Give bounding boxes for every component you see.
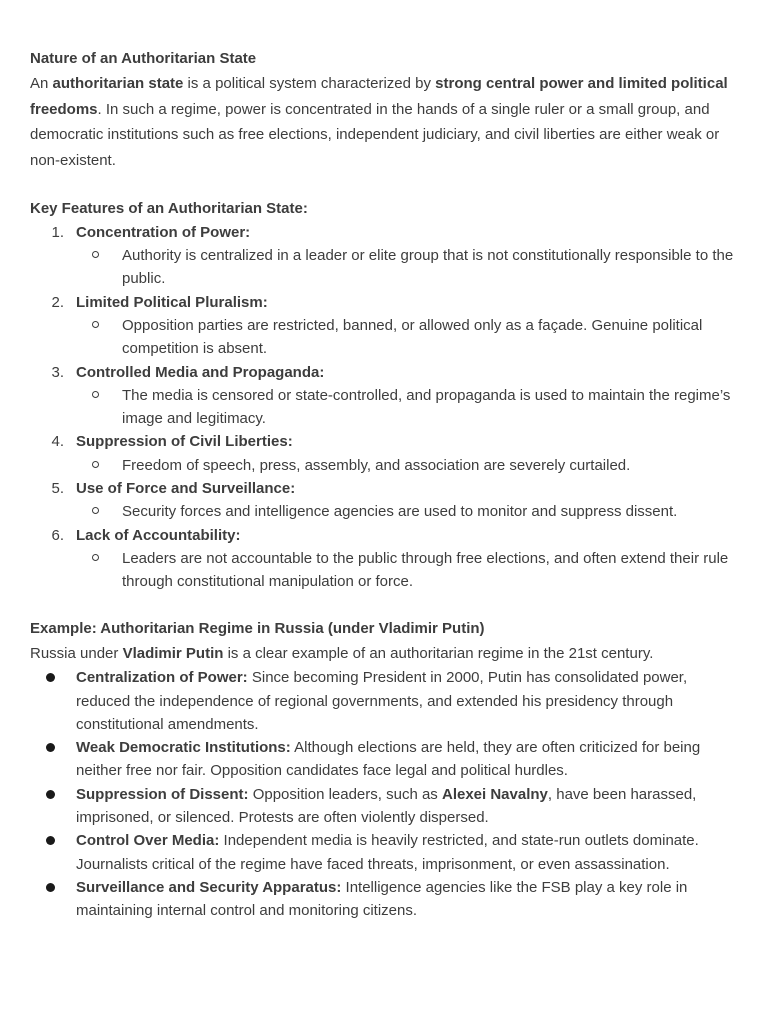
feature-heading: Lack of Accountability:	[76, 526, 241, 544]
feature-description: The media is censored or state-controlled, and propaganda is used to maintain the regime’s image and legitimacy.	[122, 386, 731, 428]
feature-item	[30, 430, 742, 477]
section-title-example: Example: Authoritarian Regime in Russia (under Vladimir Putin)	[30, 619, 485, 637]
bullet-text: Although elections are held, they are often criticized for being neither free nor fair. Opposition candidates face legal and political hurdles.	[76, 739, 701, 780]
bullet-icon	[46, 743, 55, 752]
feature-description: Authority is centralized in a leader or elite group that is not constitutionally responsible to the public.	[122, 247, 734, 288]
list-item	[30, 829, 742, 876]
feature-item	[30, 524, 742, 594]
hollow-bullet-icon	[92, 251, 99, 258]
feature-heading: Concentration of Power:	[76, 223, 251, 241]
list-item	[30, 736, 742, 783]
example-bullet-list	[30, 666, 742, 922]
nature-paragraph	[30, 71, 742, 174]
key-features-list	[30, 221, 742, 594]
bold-name: Alexei Navalny	[441, 785, 548, 803]
feature-heading: Suppression of Civil Liberties:	[76, 433, 293, 451]
bullet-label: Centralization of Power:	[76, 669, 248, 687]
feature-item	[30, 291, 742, 361]
list-item	[30, 876, 742, 923]
bold-term: authoritarian state	[52, 75, 184, 92]
bullet-icon	[46, 836, 55, 845]
list-number: 4.	[51, 433, 64, 451]
bold-phrase: strong central power and limited political freedoms	[30, 75, 728, 118]
bullet-icon	[46, 790, 55, 799]
bullet-text: Independent media is heavily restricted, and state-run outlets dominate. Journalists critical of the regime have faced threats, imprisonment, or even assassination.	[76, 832, 699, 873]
feature-heading: Use of Force and Surveillance:	[76, 480, 296, 498]
section-title-nature: Nature of an Authoritarian State	[30, 50, 257, 67]
list-number: 5.	[51, 480, 64, 498]
feature-description: Security forces and intelligence agencies are used to monitor and suppress dissent.	[122, 503, 678, 521]
text-run: An	[30, 75, 53, 92]
bullet-text: , have been harassed, imprisoned, or silenced. Protests are often violently dispersed.	[76, 785, 697, 827]
hollow-bullet-icon	[92, 507, 99, 514]
feature-item	[30, 361, 742, 431]
bullet-icon	[46, 883, 55, 892]
bullet-label: Surveillance and Security Apparatus:	[76, 878, 342, 896]
list-item	[30, 783, 742, 830]
feature-item	[30, 477, 742, 524]
feature-description: Opposition parties are restricted, banned, or allowed only as a façade. Genuine political competition is absent.	[122, 317, 703, 358]
document-page	[30, 47, 742, 923]
bullet-label: Control Over Media:	[76, 832, 220, 850]
feature-heading: Controlled Media and Propaganda:	[76, 363, 325, 381]
bullet-text: Opposition leaders, such as	[248, 785, 442, 803]
example-intro	[30, 641, 742, 667]
hollow-bullet-icon	[92, 461, 99, 468]
bullet-text: Intelligence agencies like the FSB play a key role in maintaining internal control and monitoring citizens.	[76, 878, 688, 920]
bullet-label: Suppression of Dissent:	[76, 785, 249, 803]
bullet-label: Weak Democratic Institutions:	[76, 739, 291, 757]
text-run: is a clear example of an authoritarian regime in the 21st century.	[223, 644, 654, 662]
bullet-icon	[46, 673, 55, 682]
hollow-bullet-icon	[92, 391, 99, 398]
list-number: 1.	[51, 223, 64, 241]
feature-heading: Limited Political Pluralism:	[76, 293, 268, 311]
bullet-text: Since becoming President in 2000, Putin has consolidated power, reduced the independence of regional governments, and extended his presidency through constitutional amendments.	[76, 669, 688, 733]
bold-name: Vladimir Putin	[122, 644, 224, 662]
feature-description: Freedom of speech, press, assembly, and association are severely curtailed.	[122, 456, 631, 474]
section-title-key-features: Key Features of an Authoritarian State:	[30, 199, 308, 217]
text-run: is a political system characterized by	[183, 75, 436, 92]
hollow-bullet-icon	[92, 321, 99, 328]
text-run: Russia under	[30, 644, 123, 662]
hollow-bullet-icon	[92, 554, 99, 561]
list-number: 6.	[51, 526, 64, 544]
list-number: 3.	[51, 363, 64, 381]
feature-description: Leaders are not accountable to the public through free elections, and often extend their rule through constitutional manipulation or force.	[122, 549, 729, 591]
list-item	[30, 666, 742, 736]
feature-item	[30, 221, 742, 291]
list-number: 2.	[51, 293, 64, 311]
text-run: . In such a regime, power is concentrated in the hands of a single ruler or a small group, and democratic institutions such as free elections, independent judiciary, and civil liberties are either weak or non-existent.	[30, 100, 720, 170]
